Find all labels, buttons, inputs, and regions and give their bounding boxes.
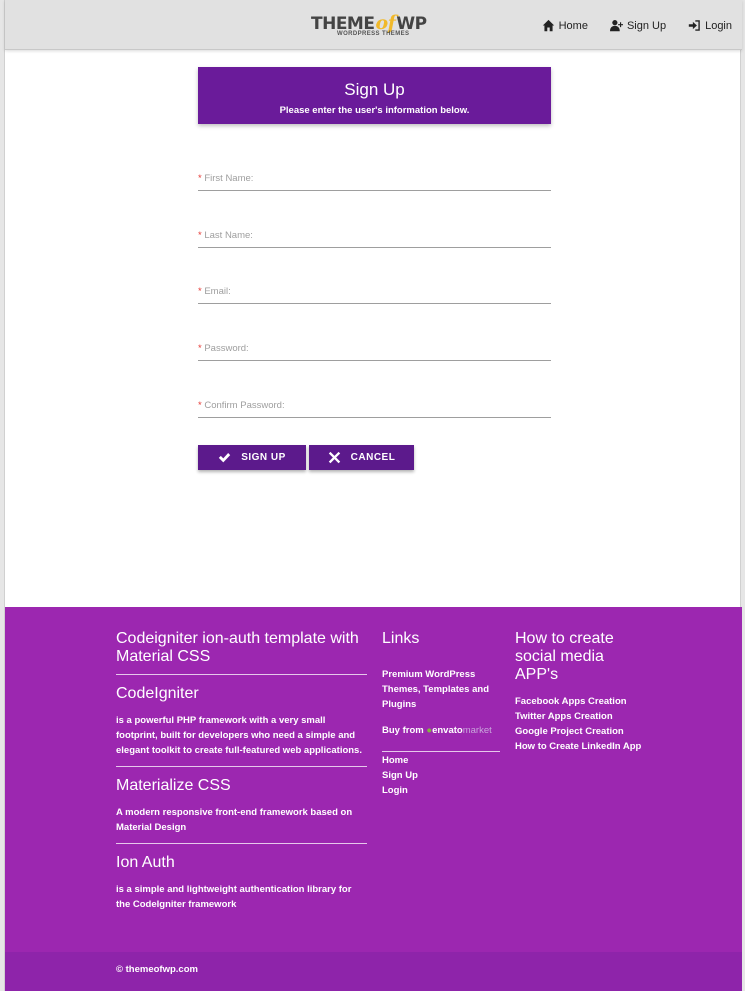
logo-subtitle: WORDPRESS THEMES (337, 31, 410, 37)
check-icon (218, 451, 231, 464)
footer-signup-link[interactable]: Sign Up (382, 770, 418, 781)
page-frame (4, 0, 741, 991)
footer-social-title: How to create social media APP's (515, 630, 614, 683)
ionauth-heading: Ion Auth (116, 854, 175, 871)
last-name-label-text: Last Name: (204, 230, 253, 241)
email-input[interactable] (198, 284, 551, 303)
buy-from-label: Buy from (382, 725, 424, 736)
logo-theme: THEME (311, 14, 375, 34)
first-name-field[interactable] (198, 171, 551, 191)
email-field[interactable] (198, 284, 551, 304)
twitter-apps-link[interactable]: Twitter Apps Creation (515, 711, 613, 722)
required-mark: * (198, 343, 202, 354)
nav-links (542, 19, 732, 32)
last-name-input[interactable] (198, 228, 551, 247)
nav-signup-link[interactable] (610, 19, 666, 32)
footer-links-title: Links (382, 630, 420, 647)
footer-login-link[interactable]: Login (382, 785, 408, 796)
logo-wp: WP (396, 14, 427, 34)
cancel-button[interactable] (309, 445, 414, 470)
logo-of: of (375, 12, 396, 34)
user-plus-icon (610, 19, 623, 32)
page-title: Sign Up (344, 80, 405, 99)
confirm-password-field[interactable] (198, 398, 551, 418)
signup-card-header (198, 67, 551, 124)
premium-themes-link[interactable]: Premium WordPress Themes, Templates and Plugins (382, 669, 489, 710)
envato-link[interactable] (382, 723, 500, 738)
nav-home-label: Home (558, 19, 588, 32)
divider (116, 674, 367, 675)
nav-signup-label: Sign Up (626, 19, 667, 32)
first-name-input[interactable] (198, 171, 551, 190)
codeigniter-heading: CodeIgniter (116, 685, 199, 702)
navbar (5, 0, 742, 50)
envato-text: envato (432, 725, 463, 736)
email-label-text: Email: (204, 286, 231, 297)
sign-in-icon (688, 19, 701, 32)
materialize-heading: Materialize CSS (116, 777, 231, 794)
ionauth-text: is a simple and lightweight authentication library for the CodeIgniter framework (116, 884, 352, 910)
materialize-text: A modern responsive front-end framework based on Material Design (116, 807, 353, 833)
confirm-password-input[interactable] (198, 398, 551, 417)
logo[interactable] (311, 12, 441, 42)
footer-col-social (515, 630, 645, 754)
signup-button-label: SIGN UP (241, 452, 286, 463)
last-name-field[interactable] (198, 228, 551, 248)
times-icon (328, 451, 341, 464)
required-mark: * (198, 230, 202, 241)
copyright: © themeofwp.com (116, 964, 198, 975)
footer-about-title: Codeigniter ion-auth template with Material CSS (116, 630, 359, 665)
linkedin-app-link[interactable]: How to Create LinkedIn App (515, 741, 642, 752)
first-name-label-text: First Name: (204, 173, 254, 184)
codeigniter-text: is a powerful PHP framework with a very small footprint, built for developers who need a simple and elegant toolkit to create full-featured web applications. (116, 715, 362, 756)
required-mark: * (198, 286, 202, 297)
market-text: market (462, 725, 492, 736)
footer (5, 607, 742, 991)
footer-col-about (116, 630, 367, 912)
password-input[interactable] (198, 341, 551, 360)
confirm-password-label-text: Confirm Password: (204, 400, 285, 411)
footer-home-link[interactable]: Home (382, 755, 409, 766)
password-label-text: Password: (204, 343, 249, 354)
nav-login-link[interactable] (688, 19, 732, 32)
required-mark: * (198, 400, 202, 411)
envato-leaf-icon: ● (426, 725, 433, 736)
required-mark: * (198, 173, 202, 184)
password-field[interactable] (198, 341, 551, 361)
nav-home-link[interactable] (542, 19, 588, 32)
nav-login-label: Login (705, 19, 732, 32)
divider (382, 751, 500, 752)
envato-logo (426, 725, 491, 736)
cancel-button-label: CANCEL (350, 452, 396, 463)
google-project-link[interactable]: Google Project Creation (515, 726, 624, 737)
signup-button[interactable] (198, 445, 306, 470)
social-links (515, 694, 645, 754)
footer-col-links (382, 630, 500, 798)
divider (116, 766, 367, 767)
divider (116, 843, 367, 844)
page-subtitle: Please enter the user's information below. (279, 105, 470, 116)
home-icon (542, 19, 555, 32)
footer-bottom-bar (5, 952, 742, 991)
facebook-apps-link[interactable]: Facebook Apps Creation (515, 696, 627, 707)
